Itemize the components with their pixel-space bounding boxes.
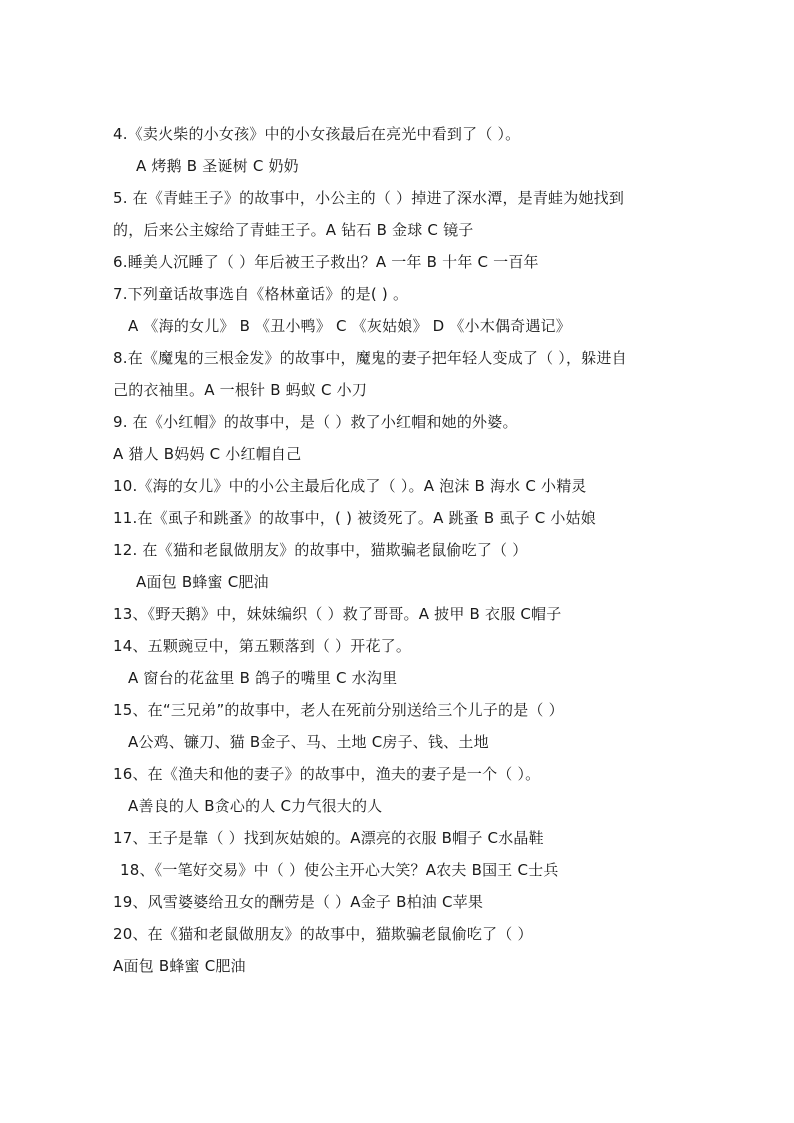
question-5: 5. 在《青蛙王子》的故事中，小公主的（ ）掉进了深水潭，是青蛙为她找到: [113, 189, 625, 207]
question-4: 4.《卖火柴的小女孩》中的小女孩最后在亮光中看到了（ ）。: [113, 125, 521, 143]
question-12: 12. 在《猫和老鼠做朋友》的故事中，猫欺骗老鼠偷吃了（ ）: [113, 541, 528, 559]
question-12-options: A面包 B蜂蜜 C肥油: [136, 573, 269, 591]
question-4-options: A 烤鹅 B 圣诞树 C 奶奶: [136, 157, 299, 175]
question-13: 13、《野天鹅》中，妹妹编织（ ）救了哥哥。A 披甲 B 衣服 C帽子: [113, 605, 562, 623]
question-7: 7.下列童话故事选自《格林童话》的是( ) 。: [113, 285, 409, 303]
question-5-continued: 的，后来公主嫁给了青蛙王子。A 钻石 B 金球 C 镜子: [113, 221, 474, 239]
question-20-options: A面包 B蜂蜜 C肥油: [113, 957, 246, 975]
question-11: 11.在《虱子和跳蚤》的故事中，( ) 被烫死了。A 跳蚤 B 虱子 C 小姑娘: [113, 509, 596, 527]
question-9: 9. 在《小红帽》的故事中，是（ ）救了小红帽和她的外婆。: [113, 413, 518, 431]
question-19: 19、风雪婆婆给丑女的酬劳是（ ）A金子 B柏油 C苹果: [113, 893, 484, 911]
question-16-options: A善良的人 B贪心的人 C力气很大的人: [128, 797, 383, 815]
question-15: 15、在“三兄弟”的故事中，老人在死前分别送给三个儿子的是（ ）: [113, 701, 564, 719]
question-17: 17、王子是靠（ ）找到灰姑娘的。A漂亮的衣服 B帽子 C水晶鞋: [113, 829, 544, 847]
question-9-options: A 猎人 B妈妈 C 小红帽自己: [113, 445, 302, 463]
question-20: 20、在《猫和老鼠做朋友》的故事中，猫欺骗老鼠偷吃了（ ）: [113, 925, 533, 943]
question-7-options: A 《海的女儿》 B 《丑小鸭》 C 《灰姑娘》 D 《小木偶奇遇记》: [128, 317, 571, 335]
question-8: 8.在《魔鬼的三根金发》的故事中，魔鬼的妻子把年轻人变成了（ ），躲进自: [113, 349, 627, 367]
question-14: 14、五颗豌豆中，第五颗落到（ ）开花了。: [113, 637, 412, 655]
question-15-options: A公鸡、镰刀、猫 B金子、马、土地 C房子、钱、土地: [128, 733, 489, 751]
question-18: 18、《一笔好交易》中（ ）使公主开心大笑？A农夫 B国王 C士兵: [120, 861, 559, 879]
question-6: 6.睡美人沉睡了（ ）年后被王子救出？A 一年 B 十年 C 一百年: [113, 253, 539, 271]
question-8-continued: 己的衣袖里。A 一根针 B 蚂蚁 C 小刀: [113, 381, 368, 399]
question-10: 10.《海的女儿》中的小公主最后化成了（ ）。A 泡沫 B 海水 C 小精灵: [113, 477, 587, 495]
question-16: 16、在《渔夫和他的妻子》的故事中，渔夫的妻子是一个（ ）。: [113, 765, 541, 783]
question-14-options: A 窗台的花盆里 B 鸽子的嘴里 C 水沟里: [128, 669, 398, 687]
